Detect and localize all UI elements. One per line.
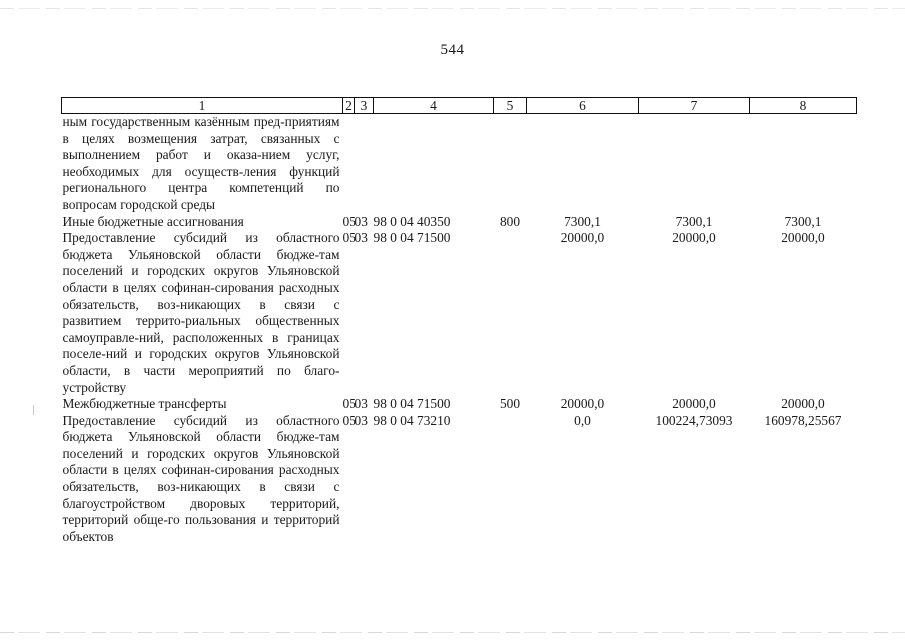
row-name: Предоставление субсидий из областного бюджета Ульяновской области бюдже-там поселений и городских округов Ульяновской области в целях софинан-сирования расходных обязательств, воз-никающих в связи с развитием террито-риальных общественных самоуправле-ний, расположенных в границах поселе-ний и городских округов Ульяновской области, в части мероприятий по благо-устройству: [62, 230, 340, 395]
row-amount-col8: 20000,0: [781, 230, 825, 246]
row-subsection: 03: [354, 230, 368, 246]
scan-artifact-bottom: [0, 632, 905, 633]
row-amount-col6: [527, 114, 639, 214]
row-amount-col6: 20000,0: [560, 396, 605, 412]
row-amount-col7: 20000,0: [672, 396, 716, 412]
row-target-code: 98 0 04 71500: [373, 396, 451, 412]
row-amount-col7: [639, 114, 750, 214]
column-header-4: 4: [374, 98, 494, 114]
row-subsection: [355, 114, 374, 214]
column-header-1: 1: [62, 98, 343, 114]
row-name: ным государственным казённым пред-приятиям в целях возмещения затрат, связанных с выполнением работ и оказа-нием услуг, необходимых для осуществ-ления функций регионального центра компетенций по вопросам городской среды: [62, 114, 340, 212]
row-target-code: [374, 114, 494, 214]
row-subsection: 03: [354, 412, 368, 428]
scan-artifact-top: [0, 8, 905, 9]
row-expense-type: [494, 114, 527, 214]
row-name: Предоставление субсидий из областного бюджета Ульяновской области бюдже-там поселений и городских округов Ульяновской области в целях софинан-сирования расходных обязательств, воз-никающих в связи с благоустройством дворовых территорий, территорий обще-го пользования и территорий объектов: [62, 412, 340, 544]
row-expense-type: [494, 230, 527, 396]
column-header-5: 5: [494, 98, 527, 114]
table-row: [62, 214, 857, 231]
row-section: 05: [342, 213, 356, 229]
row-amount-col6: 0,0: [574, 412, 591, 428]
row-name: Межбюджетные трансферты: [62, 396, 227, 412]
page-number: 544: [440, 42, 465, 58]
table-row: [62, 413, 857, 546]
row-amount-col6: 20000,0: [560, 230, 605, 246]
scan-artifact-edge: [33, 405, 34, 415]
row-name: Иные бюджетные ассигнования: [62, 213, 244, 229]
row-section: 05: [342, 396, 356, 412]
row-amount-col7: 20000,0: [672, 230, 716, 246]
column-header-8: 8: [750, 98, 857, 114]
table-row: [62, 396, 857, 413]
row-target-code: 98 0 04 40350: [373, 213, 451, 229]
row-section: 05: [342, 230, 356, 246]
column-header-7: 7: [639, 98, 750, 114]
row-amount-col6: 7300,1: [564, 213, 601, 229]
row-section: [343, 114, 355, 214]
row-amount-col8: [750, 114, 857, 214]
row-expense-type: 800: [499, 213, 521, 229]
row-target-code: 98 0 04 73210: [373, 412, 451, 428]
budget-table: [61, 97, 857, 545]
column-header-2: 2: [343, 98, 355, 114]
row-subsection: 03: [354, 396, 368, 412]
table-row: [62, 114, 857, 214]
row-amount-col7: 7300,1: [675, 213, 713, 229]
table-row: [62, 230, 857, 396]
row-subsection: 03: [354, 213, 368, 229]
row-expense-type: 500: [499, 396, 521, 412]
column-header-6: 6: [527, 98, 639, 114]
row-amount-col7: 100224,73093: [655, 412, 733, 428]
row-amount-col8: 7300,1: [784, 213, 822, 229]
row-section: 05: [342, 412, 356, 428]
row-expense-type: [494, 413, 527, 546]
column-header-3: 3: [355, 98, 374, 114]
table-header-row: [62, 98, 857, 114]
row-amount-col8: 20000,0: [781, 396, 825, 412]
row-target-code: 98 0 04 71500: [373, 230, 451, 246]
row-amount-col8: 160978,25567: [764, 412, 842, 428]
